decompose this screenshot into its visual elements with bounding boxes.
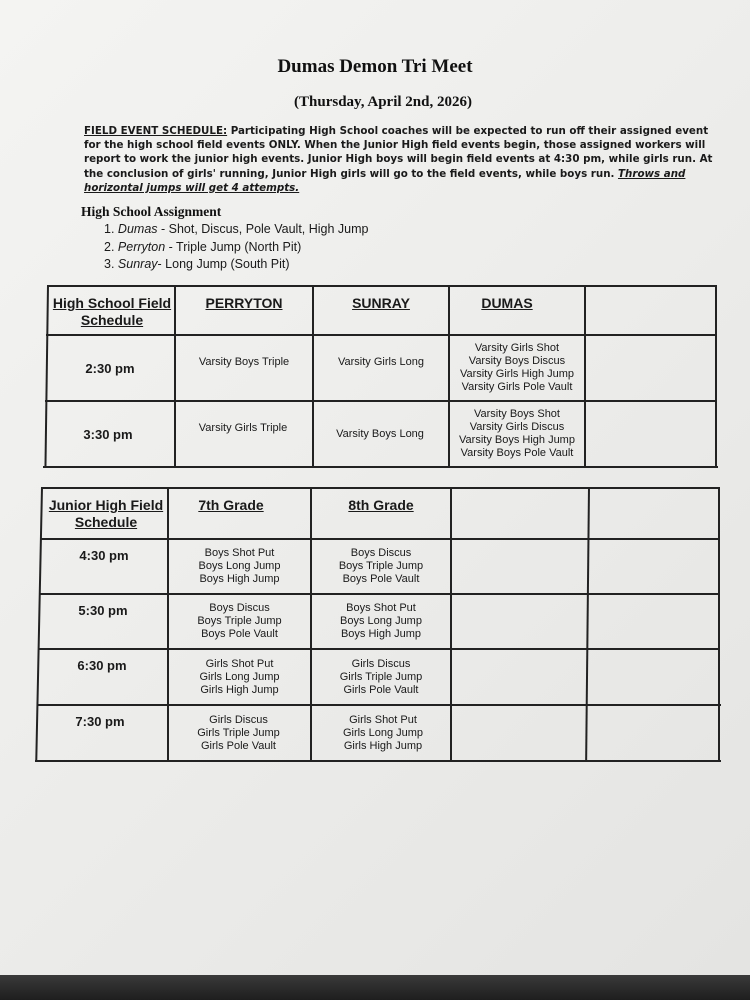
item-school: Perryton	[117, 239, 166, 254]
hs-sunray-cell: Varsity Boys Long	[336, 427, 424, 440]
hs-perryton-cell: Varsity Boys Triple	[198, 355, 290, 368]
event-line: Girls Triple Jump	[197, 726, 280, 739]
event-line: Girls Discus	[351, 657, 411, 670]
paragraph-lead: FIELD EVENT SCHEDULE:	[84, 125, 228, 137]
hs-header-perryton: PERRYTON	[205, 295, 283, 311]
event-line: Varsity Girls Discus	[469, 421, 565, 433]
jh-time-cell: 4:30 pm	[79, 547, 129, 563]
jh-7th-cell	[169, 650, 310, 704]
event-line: Girls Long Jump	[199, 670, 280, 683]
event-line: Varsity Girls Pole Vault	[461, 381, 573, 393]
item-school: Dumas	[117, 222, 158, 236]
assignment-item	[104, 221, 368, 239]
event-line: Boys Long Jump	[198, 560, 281, 572]
assignment-list	[104, 221, 368, 274]
item-number: 2.	[104, 239, 115, 254]
event-line: Girls High Jump	[200, 683, 279, 696]
desk-surface	[0, 975, 750, 1000]
event-line: Varsity Boys Shot	[473, 408, 560, 420]
event-line: Girls Shot Put	[205, 657, 274, 670]
event-line: Boys High Jump	[340, 628, 422, 640]
jh-8th-cell	[312, 706, 454, 760]
jh-header-8th-grade: 8th Grade	[348, 497, 414, 513]
item-number: 3.	[104, 257, 115, 271]
item-school: Sunray	[117, 257, 158, 271]
jh-7th-cell	[169, 595, 310, 648]
hs-time-cell: 2:30 pm	[85, 360, 135, 376]
hs-perryton-cell: Varsity Girls Triple	[198, 421, 288, 434]
document-date: (Thursday, April 2nd, 2026)	[294, 94, 472, 110]
hs-header-field-schedule: High School Field Schedule	[52, 295, 172, 328]
jh-time-cell: 5:30 pm	[78, 602, 128, 618]
event-line: Boys High Jump	[199, 573, 280, 585]
item-detail: - Triple Jump (North Pit)	[165, 239, 302, 254]
event-line: Girls Pole Vault	[343, 683, 419, 696]
jh-8th-cell	[312, 540, 450, 593]
event-line: Boys Long Jump	[340, 615, 422, 627]
jh-7th-cell	[169, 540, 310, 593]
event-line: Boys Discus	[209, 602, 270, 614]
hs-header-sunray: SUNRAY	[352, 295, 410, 311]
assignment-heading: High School Assignment	[81, 204, 222, 219]
jh-header-field-schedule: Junior High Field Schedule	[48, 497, 164, 530]
event-line: Girls High Jump	[343, 739, 423, 752]
event-line: Girls Discus	[209, 713, 268, 726]
item-detail: - Long Jump (South Pit)	[157, 257, 290, 271]
hs-time-cell: 3:30 pm	[83, 426, 133, 442]
event-line: Girls Pole Vault	[201, 739, 276, 752]
event-line: Varsity Girls High Jump	[459, 368, 575, 380]
event-line: Boys Discus	[350, 547, 412, 559]
jh-7th-cell	[168, 706, 309, 760]
item-detail: - Shot, Discus, Pole Vault, High Jump	[157, 222, 369, 236]
paragraph-text: Participating High School coaches will be expected to run off their assigned event for the high school field events ONLY. When the Junior High field events begin, those assigned workers will report to work the junior high events. Junior High boys will begin field events at 4:30 pm, while girls run. At the conclusion of girls' running, Junior High girls will go to the field events, while boys run.	[84, 125, 713, 180]
jh-8th-cell	[312, 650, 450, 704]
event-line: Boys Triple Jump	[338, 560, 424, 572]
event-line: Varsity Boys High Jump	[459, 434, 575, 446]
assignment-item	[104, 239, 368, 257]
event-line: Boys Pole Vault	[342, 573, 420, 585]
event-line: Boys Shot Put	[346, 602, 416, 614]
hs-dumas-cell	[450, 336, 584, 400]
event-line: Boys Shot Put	[204, 547, 275, 559]
paragraph-emphasis: Throws and horizontal jumps will get 4 attempts.	[84, 167, 686, 194]
event-line: Girls Shot Put	[349, 713, 417, 726]
hs-header-dumas: DUMAS	[481, 295, 533, 311]
event-line: Boys Triple Jump	[197, 615, 282, 627]
event-line: Varsity Girls Shot	[474, 342, 560, 354]
event-line: Varsity Boys Discus	[468, 355, 566, 367]
jh-8th-cell	[312, 595, 450, 648]
item-number: 1.	[104, 222, 115, 236]
field-event-paragraph	[84, 124, 714, 195]
hs-dumas-cell	[450, 402, 584, 466]
assignment-item	[104, 256, 368, 274]
document-title: Dumas Demon Tri Meet	[277, 56, 473, 77]
hs-sunray-cell: Varsity Girls Long	[338, 355, 424, 368]
event-line: Girls Long Jump	[342, 726, 424, 739]
jh-header-7th-grade: 7th Grade	[198, 497, 264, 513]
jh-time-cell: 6:30 pm	[77, 657, 127, 673]
jh-time-cell: 7:30 pm	[75, 713, 125, 729]
event-line: Varsity Boys Pole Vault	[460, 447, 574, 459]
event-line: Girls Triple Jump	[339, 670, 423, 683]
event-line: Boys Pole Vault	[201, 628, 278, 640]
